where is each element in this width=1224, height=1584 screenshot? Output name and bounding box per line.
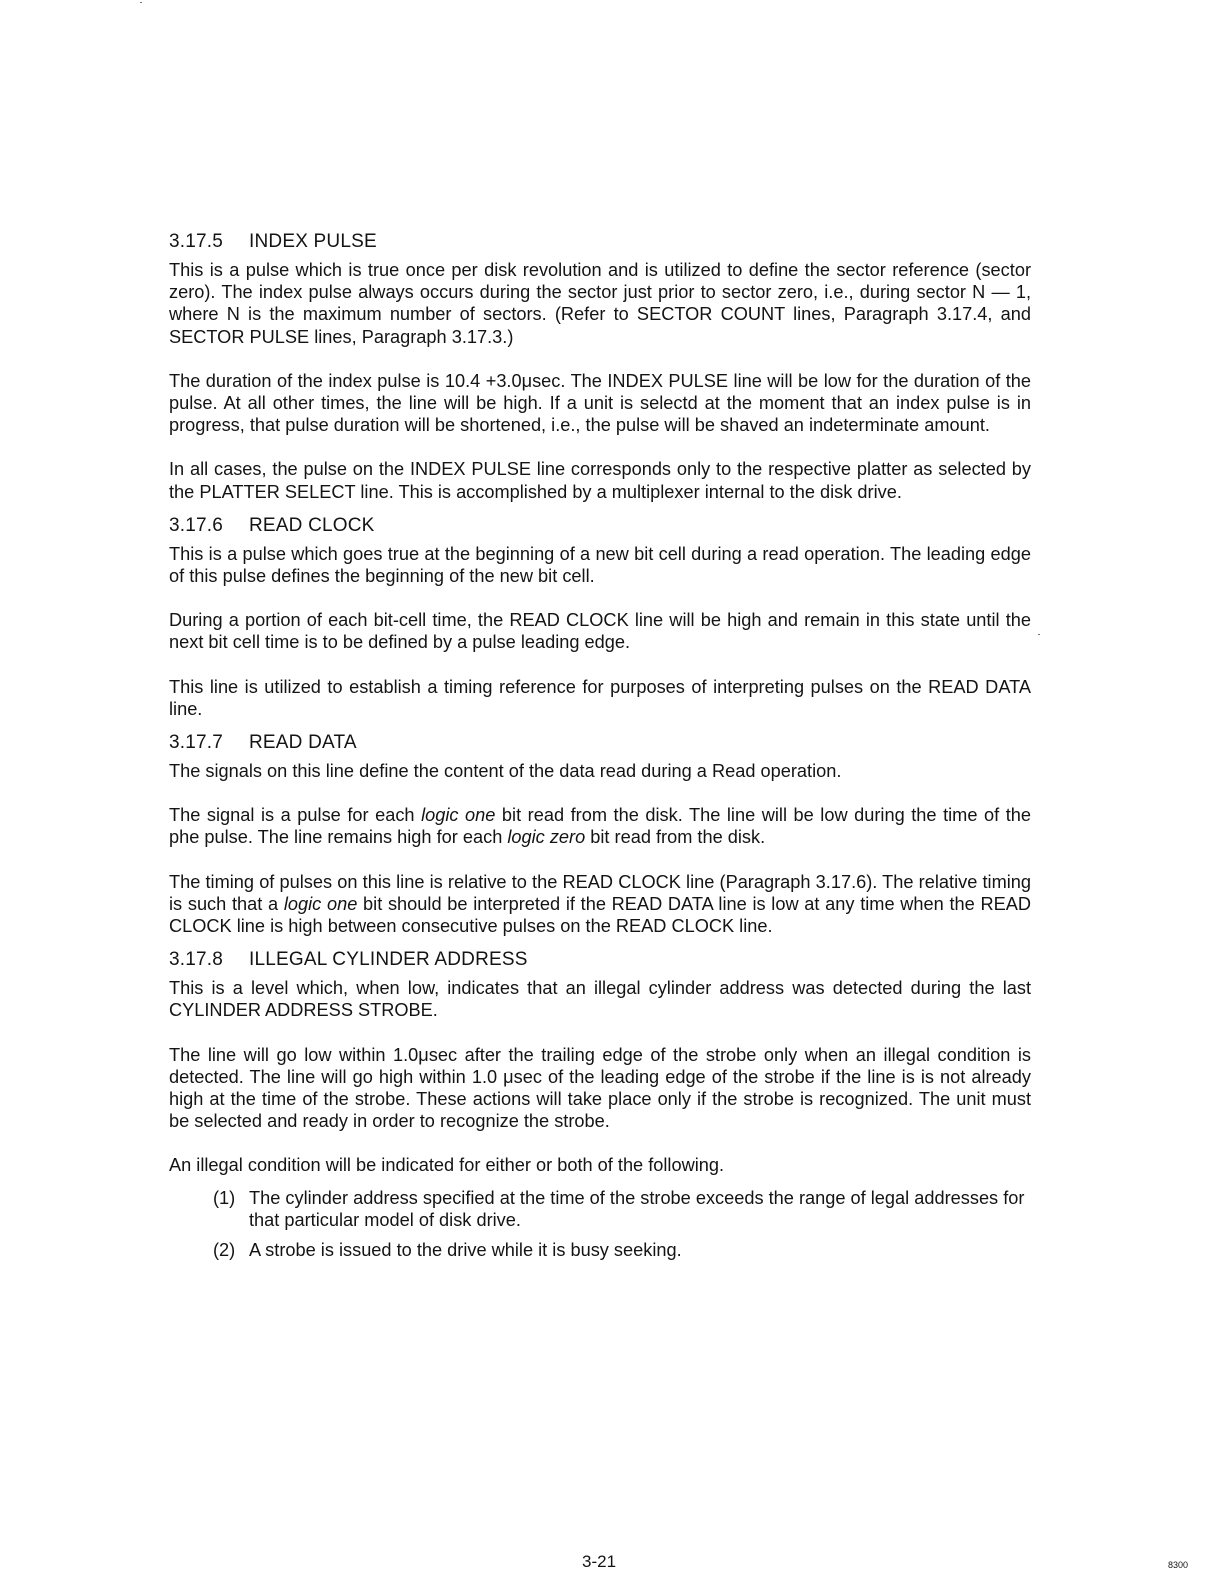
text-run: The timing of pulses on this line is relative to the READ CLOCK line (Paragraph 3.17.6). The relative timing is such that a — [169, 871, 1031, 914]
paragraph: An illegal condition will be indicated for either or both of the following. — [169, 1155, 725, 1176]
section-number: 3.17.7 — [169, 732, 224, 754]
document-code: 8300 — [1168, 1560, 1189, 1570]
scan-speck — [1038, 634, 1040, 635]
paragraph: In all cases, the pulse on the INDEX PULSE line corresponds only to the respective platter as selected by the PLATTER SELECT line. This is accomplished by a multiplexer internal to the disk drive. — [169, 459, 1031, 502]
italic-term: logic zero — [507, 827, 586, 848]
document-body — [169, 229, 1031, 1269]
section-title: READ DATA — [249, 732, 357, 754]
paragraph: The signals on this line define the content of the data read during a Read operation. — [169, 761, 842, 782]
list-marker: (2) — [213, 1240, 236, 1261]
section-heading — [169, 229, 1031, 255]
section-heading — [169, 730, 1031, 756]
page-number: 3-21 — [582, 1552, 617, 1571]
paragraph: The duration of the index pulse is 10.4 +3.0μsec. The INDEX PULSE line will be low for the duration of the pulse. At all other times, the line will be high. If a unit is selectd at the moment that an index pulse is in progress, that pulse duration will be shortened, i.e., the pulse will be shaved an indeterminate amount. — [169, 370, 1031, 436]
text-run: The signal is a pulse for each — [169, 805, 422, 826]
paragraph: The line will go low within 1.0μsec after the trailing edge of the strobe only when an illegal condition is detected. The line will go high within 1.0 μsec of the leading edge of the strobe if the line is is not already high at the time of the strobe. These actions will take place only if the strobe is recognized. The unit must be selected and ready in order to recognize the strobe. — [169, 1044, 1031, 1132]
section-title: READ CLOCK — [249, 514, 375, 536]
text-run: bit read from the disk. The line will be low during the time of the phe pulse. The line remains high for each — [169, 805, 1031, 848]
section-heading — [169, 513, 1031, 539]
paragraph: This is a pulse which is true once per disk revolution and is utilized to define the sector reference (sector zero). The index pulse always occurs during the sector just prior to sector zero, i.e., during sector N — 1, where N is the maximum number of sectors. (Refer to SECTOR COUNT lines, Paragraph 3.17.4, and SECTOR PULSE lines, Paragraph 3.17.3.) — [169, 260, 1031, 347]
section-title: INDEX PULSE — [249, 231, 377, 252]
text-run: bit should be interpreted if the READ DATA line is low at any time when the READ CLOCK line is high between consecutive pulses on the READ CLOCK line. — [169, 893, 1031, 937]
condition-list — [169, 1187, 1031, 1262]
text-run: bit read from the disk. — [585, 827, 766, 848]
list-item — [213, 1239, 1031, 1261]
italic-term: logic one — [283, 893, 358, 914]
list-marker: (1) — [213, 1187, 236, 1208]
italic-term: logic one — [421, 805, 496, 826]
section-heading — [169, 947, 1031, 973]
list-text: A strobe is issued to the drive while it is busy seeking. — [249, 1240, 682, 1261]
section-number: 3.17.5 — [169, 231, 224, 252]
list-text: The cylinder address specified at the time of the strobe exceeds the range of legal addresses for that particular model of disk drive. — [249, 1187, 1025, 1230]
paragraph: This is a pulse which goes true at the beginning of a new bit cell during a read operation. The leading edge of this pulse defines the beginning of the new bit cell. — [169, 543, 1031, 587]
paragraph: During a portion of each bit-cell time, the READ CLOCK line will be high and remain in this state until the next bit cell time is to be defined by a pulse leading edge. — [169, 610, 1031, 653]
paragraph: This line is utilized to establish a timing reference for purposes of interpreting pulses on the READ DATA line. — [169, 676, 1031, 719]
section-number: 3.17.6 — [169, 514, 224, 536]
list-item — [213, 1187, 1031, 1231]
section-title: ILLEGAL CYLINDER ADDRESS — [249, 949, 528, 971]
scan-speck — [140, 2, 142, 3]
paragraph — [169, 804, 1031, 848]
paragraph: This is a level which, when low, indicates that an illegal cylinder address was detected during the last CYLINDER ADDRESS STROBE. — [169, 978, 1031, 1021]
paragraph — [169, 871, 1031, 938]
section-number: 3.17.8 — [169, 949, 224, 971]
